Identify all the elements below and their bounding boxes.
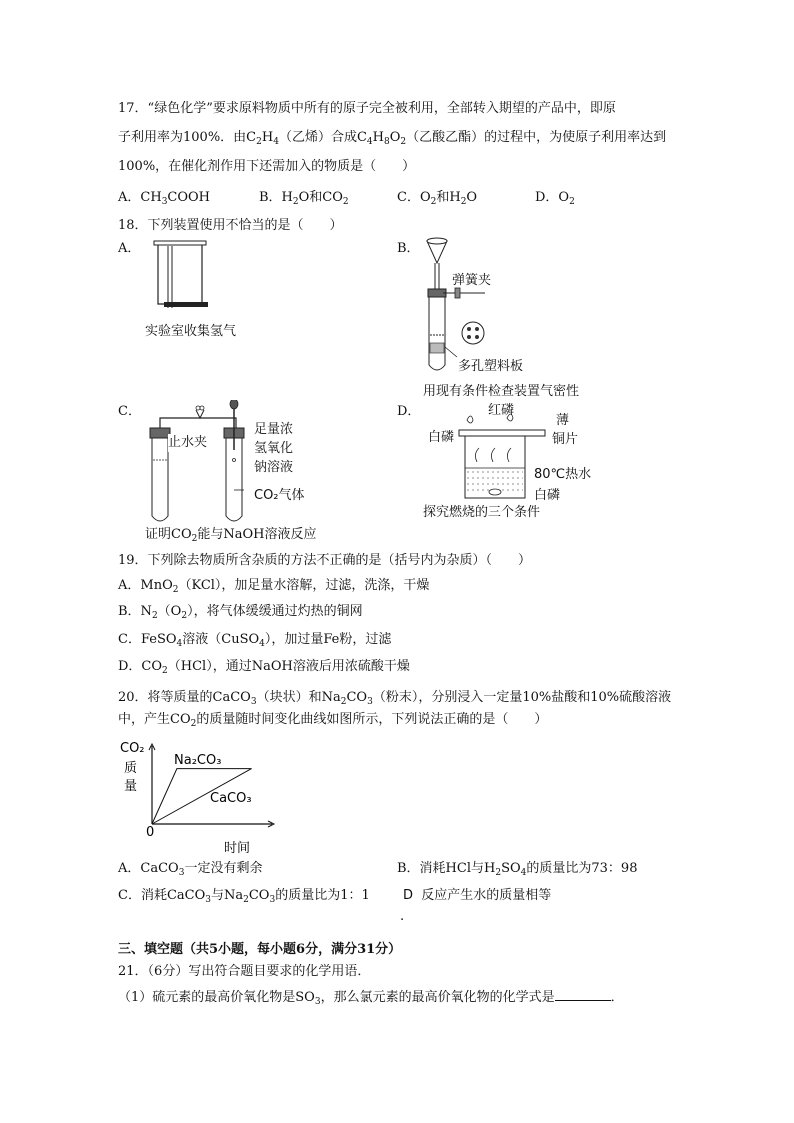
q18-c-naoh-label-1: 足量浓 [254, 422, 294, 437]
q17-option-c: C．$O_2$和$H_2O$ [397, 190, 478, 207]
q17-option-d: D．$O_2$ [535, 190, 575, 207]
q20-option-d: D 反应产生水的质量相等 [403, 888, 552, 903]
q18-d-copper-label: 铜片 [552, 432, 579, 447]
q20-option-b: B．消耗HCl与$H_2SO_4$的质量比为73：98 [397, 861, 638, 878]
q17-option-b: B．$H_2O$和$CO_2$ [259, 190, 349, 207]
q18-b-spring-clip-label: 弹簧夹 [452, 273, 492, 288]
chart-xlabel: 时间 [224, 841, 251, 856]
q19-option-c: C．FeSO$_4$溶液（CuSO$_4$），加过量Fe粉，过滤 [118, 632, 392, 649]
q18-stem: 18．下列装置使用不恰当的是（ ） [118, 218, 343, 233]
q18-c-naoh-label-3: 钠溶液 [254, 460, 294, 475]
chart-series-na2co3-label: Na₂CO₃ [174, 753, 222, 768]
q18-d-white-phosphorus-label-2: 白磷 [534, 488, 561, 503]
q21-stem: 21．（6分）写出符合题目要求的化学用语． [118, 964, 371, 979]
q20-chart [118, 738, 278, 856]
q21-part1: （1）硫元素的最高价氧化物是$SO_3$，那么氯元素的最高价氧化物的化学式是 ． [118, 990, 624, 1007]
q18-c-clamp-label: 止水夹 [168, 435, 208, 450]
q21-answer-blank[interactable] [555, 988, 611, 1001]
q20-line2: 中，产生$CO_2$的质量随时间变化曲线如图所示，下列说法正确的是（ ） [118, 712, 548, 729]
chart-ylabel-line3: 量 [124, 779, 138, 794]
q20-option-a: A．CaCO$_3$一定没有剩余 [118, 861, 263, 878]
q17-line3: 100%，在催化剂作用下还需加入的物质是（ ） [118, 159, 416, 174]
q18-d-hot-water-label: 80℃热水 [534, 467, 592, 482]
q18-c-figure [140, 400, 260, 530]
q18-c-caption: 证明$CO_2$能与NaOH溶液反应 [145, 527, 317, 544]
q17-line2: 子利用率为100%．由$C_2H_4$（乙烯）合成$C_4H_8O_2$（乙酸乙酯）的过程中，为使原子利用率达到 [118, 130, 667, 147]
q19-option-d: D．$CO_2(HCl)$，通过NaOH溶液后用浓硫酸干燥 [118, 659, 410, 676]
q18-d-red-phosphorus-label: 红磷 [488, 403, 515, 418]
q18-a-caption: 实验室收集氢气 [145, 324, 237, 339]
q20-option-c: C．消耗CaCO$_3$与$Na_2CO_3$的质量比为1：1 [118, 888, 370, 905]
q18-b-caption: 用现有条件检查装置气密性 [423, 384, 580, 399]
q20-stray-dot: . [400, 909, 405, 924]
chart-ylabel-line2: 质 [124, 761, 138, 776]
q18-d-caption: 探究燃烧的三个条件 [423, 505, 541, 520]
chart-origin: 0 [146, 825, 155, 840]
section3-heading: 三、填空题（共5小题，每小题6分，满分31分） [118, 942, 402, 957]
q17-line1: 17．“绿色化学”要求原料物质中所有的原子完全被利用，全部转入期望的产品中，即原 [118, 101, 616, 116]
q20-line1: 20．将等质量的CaCO$_3$（块状）和$Na_2CO_3$（粉末），分别浸入一定量10%盐酸和10%硫酸溶液 [118, 690, 672, 707]
q19-option-b: B．$N_2(O_2)$，将气体缓缓通过灼热的铜网 [118, 604, 363, 621]
q18-a-figure [150, 238, 220, 318]
q18-d-white-phosphorus-label-1: 白磷 [428, 430, 455, 445]
q18-b-label: B． [397, 241, 420, 256]
q18-c-label: C． [118, 404, 141, 419]
q18-a-label: A． [118, 241, 141, 256]
q18-b-porous-plate-label: 多孔塑料板 [458, 359, 524, 374]
q18-d-label: D． [397, 404, 421, 419]
q18-c-gas-label: CO₂气体 [254, 488, 305, 503]
chart-series-caco3-label: CaCO₃ [210, 791, 252, 806]
q19-option-a: A．MnO$_2$（KCl），加足量水溶解，过滤，洗涤，干燥 [118, 578, 430, 595]
q18-c-naoh-label-2: 氢氧化 [254, 441, 294, 456]
chart-ylabel-line1: CO₂ [120, 741, 145, 756]
q18-d-thin-label: 薄 [556, 413, 570, 428]
q19-stem: 19．下列除去物质所含杂质的方法不正确的是（括号内为杂质）（ ） [118, 553, 532, 568]
q17-option-a: A．$CH_3COOH$ [118, 190, 211, 207]
